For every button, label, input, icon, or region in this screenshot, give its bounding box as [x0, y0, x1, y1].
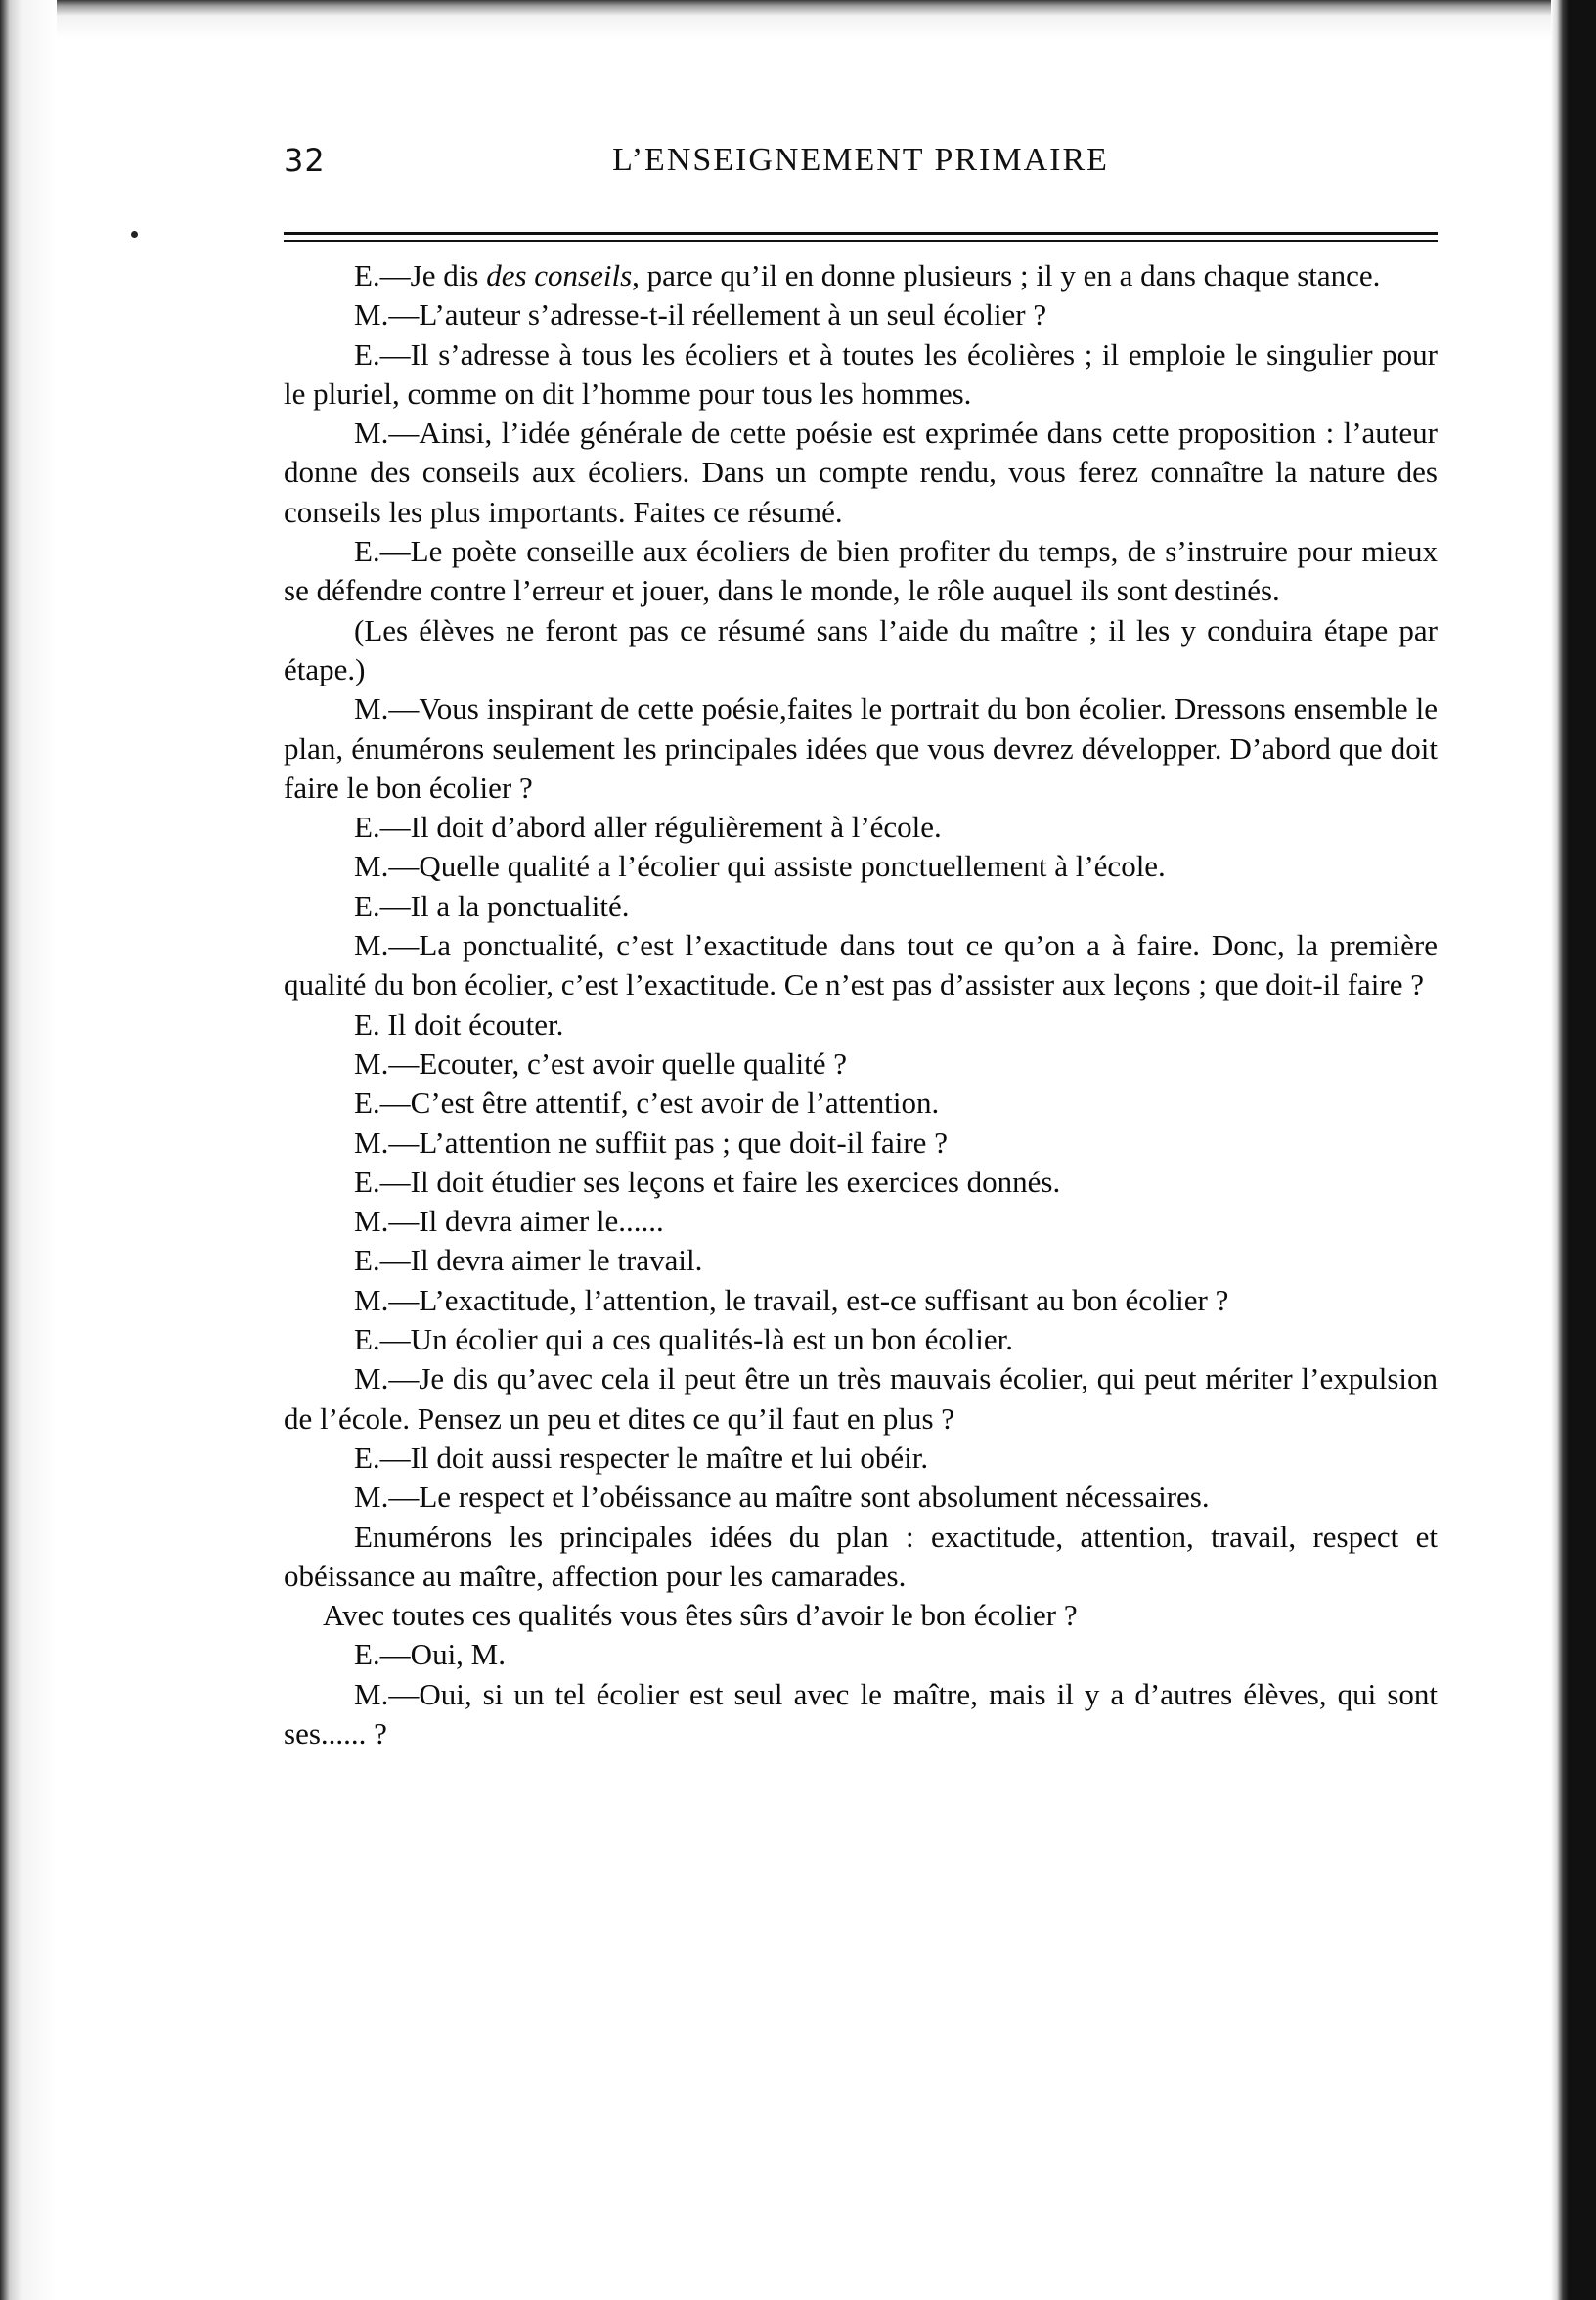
- paragraph-text: , parce qu’il en donne plusieurs ; il y en a dans chaque stance.: [632, 258, 1381, 292]
- paragraph: E.—C’est être attentif, c’est avoir de l’attention.: [354, 1085, 940, 1121]
- page-number: 32: [284, 142, 326, 179]
- paragraph: M.—Le respect et l’obéissance au maître sont absolument nécessaires.: [354, 1480, 1210, 1515]
- paragraph: E.—Oui, M.: [354, 1637, 506, 1672]
- page-body: [284, 256, 1438, 1753]
- paragraph: M.—L’exactitude, l’attention, le travail, est-ce suffisant au bon écolier ?: [354, 1282, 1229, 1317]
- scan-edge-right: [1551, 0, 1596, 2300]
- paragraph-emphasis: des conseils: [486, 258, 633, 292]
- paragraph: M.—La ponctualité, c’est l’exactitude dans tout ce qu’on a à faire. Donc, la première qualité du bon écolier, c’est l’exactitude. Ce n’est pas d’assister aux leçons ; que doit-il faire ?: [284, 928, 1438, 1002]
- paragraph: M.—Je dis qu’avec cela il peut être un très mauvais écolier, qui peut mériter l’expulsion de l’école. Pensez un peu et dites ce qu’il faut en plus ?: [284, 1361, 1438, 1436]
- paragraph: M.—Ainsi, l’idée générale de cette poésie est exprimée dans cette proposition : l’auteur donne des conseils aux écoliers. Dans un compte rendu, vous ferez connaître la nature des conseils les plus importants. Faites ce résumé.: [284, 416, 1438, 529]
- running-title: L’ENSEIGNEMENT PRIMAIRE: [612, 142, 1109, 178]
- paragraph: M.—Oui, si un tel écolier est seul avec le maître, mais il y a d’autres élèves, qui sont ses...... ?: [284, 1676, 1438, 1750]
- paragraph: E.—Il s’adresse à tous les écoliers et à toutes les écolières ; il emploie le singulier pour le pluriel, comme on dit l’homme pour tous les hommes.: [284, 336, 1438, 411]
- paragraph: E.—Il doit aussi respecter le maître et lui obéir.: [354, 1439, 929, 1475]
- scan-edge-left: [0, 0, 57, 2300]
- paragraph: Enumérons les principales idées du plan : exactitude, attention, travail, respect et obéissance au maître, affection pour les camarades.: [284, 1519, 1438, 1593]
- header-rule: [284, 232, 1438, 235]
- paragraph: Avec toutes ces qualités vous êtes sûrs d’avoir le bon écolier ?: [323, 1598, 1078, 1633]
- paragraph: E.—Un écolier qui a ces qualités-là est un bon écolier.: [354, 1322, 1014, 1357]
- paragraph: M.—L’auteur s’adresse-t-il réellement à un seul écolier ?: [354, 297, 1047, 332]
- paragraph: (Les élèves ne feront pas ce résumé sans l’aide du maître ; il les y conduira étape par étape.): [284, 612, 1438, 686]
- paragraph: E.—Le poète conseille aux écoliers de bien profiter du temps, de s’instruire pour mieux se défendre contre l’erreur et jouer, dans le monde, le rôle auquel ils sont destinés.: [284, 534, 1438, 608]
- page-header: [284, 142, 1438, 200]
- margin-dot: [131, 231, 138, 238]
- paragraph: M.—L’attention ne suffiit pas ; que doit-il faire ?: [354, 1125, 948, 1160]
- paragraph: E.—Il doit d’abord aller régulièrement à l’école.: [354, 810, 942, 845]
- paragraph: M.—Vous inspirant de cette poésie,faites le portrait du bon écolier. Dressons ensemble le plan, énumérons seulement les principales idées que vous devrez développer. D’abord que doit faire le bon écolier ?: [284, 691, 1438, 805]
- paragraph: E.—Il a la ponctualité.: [354, 888, 630, 923]
- paragraph: M.—Ecouter, c’est avoir quelle qualité ?: [354, 1045, 848, 1081]
- paragraph-text: E.—Je dis: [354, 258, 487, 292]
- paragraph: E. Il doit écouter.: [354, 1006, 564, 1041]
- paragraph: M.—Quelle qualité a l’écolier qui assiste ponctuellement à l’école.: [354, 849, 1166, 884]
- scan-edge-top: [0, 0, 1565, 39]
- paragraph: M.—Il devra aimer le......: [354, 1204, 664, 1239]
- header-rule-thin: [284, 240, 1438, 242]
- paragraph: [284, 256, 1438, 295]
- paragraph: E.—Il doit étudier ses leçons et faire les exercices donnés.: [354, 1164, 1061, 1199]
- paragraph: E.—Il devra aimer le travail.: [354, 1243, 703, 1278]
